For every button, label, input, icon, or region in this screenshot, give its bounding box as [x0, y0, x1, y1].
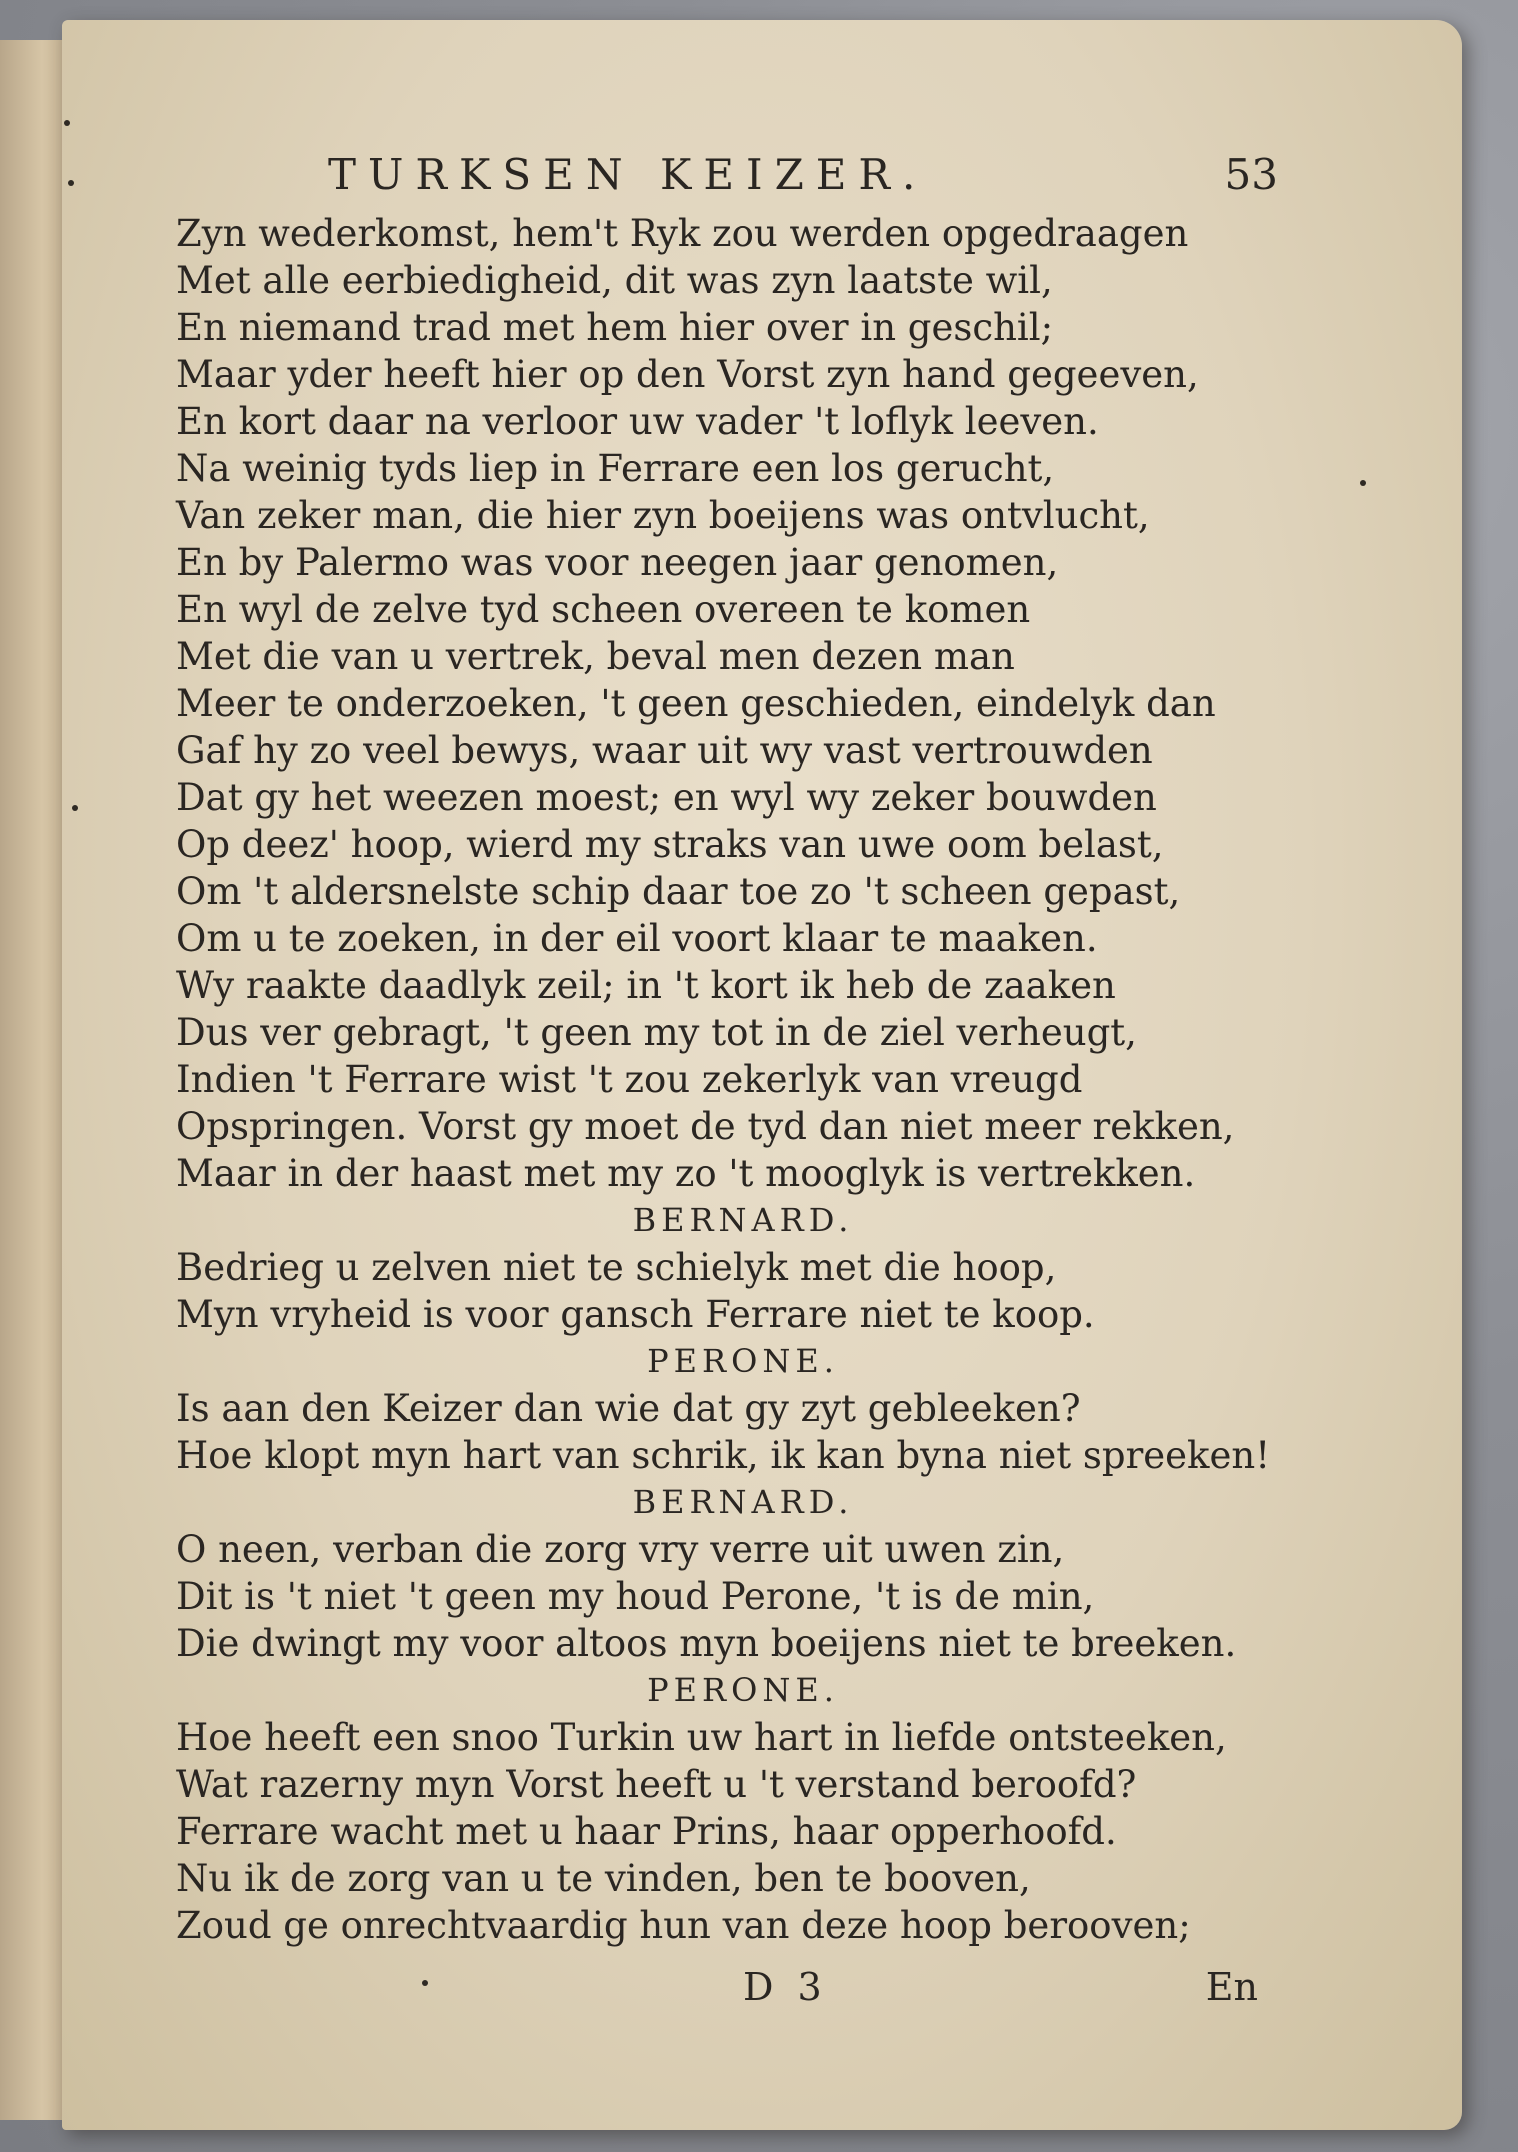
speaker-name: PERONE.	[647, 1342, 839, 1380]
verse-line: Die dwingt my voor altoos myn boeijens niet te breeken.	[176, 1622, 1237, 1665]
verse-line: Dit is 't niet 't geen my houd Perone, 't is de min,	[176, 1575, 1095, 1618]
verse-line: En by Palermo was voor neegen jaar genomen,	[176, 541, 1059, 584]
verse-line: Met die van u vertrek, beval men dezen man	[176, 635, 1015, 678]
running-title: TURKSEN KEIZER.	[328, 150, 928, 199]
speaker-name: PERONE.	[647, 1671, 839, 1709]
verse-line: Opspringen. Vorst gy moet de tyd dan niet meer rekken,	[176, 1105, 1235, 1148]
verse-line: Op deez' hoop, wierd my straks van uwe oom belast,	[176, 823, 1164, 866]
verse-line: Bedrieg u zelven niet te schielyk met die hoop,	[176, 1246, 1057, 1289]
verse-line: En kort daar na verloor uw vader 't loflyk leeven.	[176, 400, 1099, 443]
verse-line: Dat gy het weezen moest; en wyl wy zeker bouwden	[176, 776, 1157, 819]
verse-line: Meer te onderzoeken, 't geen geschieden, eindelyk dan	[176, 682, 1216, 725]
verse-line: Maar yder heeft hier op den Vorst zyn hand gegeeven,	[176, 353, 1199, 396]
verse-line: Na weinig tyds liep in Ferrare een los gerucht,	[176, 447, 1055, 490]
page-header	[168, 140, 1278, 210]
verse-line: En wyl de zelve tyd scheen overeen te komen	[176, 588, 1031, 631]
ink-speck	[64, 120, 70, 126]
verse-line: Indien 't Ferrare wist 't zou zekerlyk van vreugd	[176, 1058, 1083, 1101]
page-number: 53	[1224, 150, 1278, 199]
verse-line: Maar in der haast met my zo 't mooglyk is vertrekken.	[176, 1152, 1196, 1195]
verse-line: Wy raakte daadlyk zeil; in 't kort ik heb de zaaken	[176, 964, 1116, 1007]
page-footer	[168, 1957, 1258, 2017]
verse-line: Wat razerny myn Vorst heeft u 't verstand beroofd?	[176, 1763, 1137, 1806]
verse-line: Hoe heeft een snoo Turkin uw hart in liefde ontsteeken,	[176, 1716, 1227, 1759]
verse-lines	[168, 210, 1271, 1949]
verse-line: Zyn wederkomst, hem't Ryk zou werden opgedraagen	[176, 212, 1189, 255]
verse-line: Nu ik de zorg van u te vinden, ben te booven,	[176, 1857, 1031, 1900]
catchword: En	[1205, 1965, 1258, 2009]
verse-line: Om u te zoeken, in der eil voort klaar te maaken.	[176, 917, 1098, 960]
verse-line: Met alle eerbiedigheid, dit was zyn laatste wil,	[176, 259, 1053, 302]
ink-speck	[1360, 480, 1366, 486]
ink-speck	[68, 180, 74, 186]
speaker-name: BERNARD.	[632, 1483, 854, 1521]
verse-line: Om 't aldersnelste schip daar toe zo 't scheen gepast,	[176, 870, 1181, 913]
ink-speck	[72, 805, 78, 811]
verse-line: O neen, verban die zorg vry verre uit uwen zin,	[176, 1528, 1065, 1571]
verse-line: Dus ver gebragt, 't geen my tot in de ziel verheugt,	[176, 1011, 1137, 1054]
verse-line: Van zeker man, die hier zyn boeijens was ontvlucht,	[176, 494, 1150, 537]
verse-line: Hoe klopt myn hart van schrik, ik kan byna niet spreeken!	[176, 1434, 1271, 1477]
signature-mark: D 3	[743, 1965, 828, 2009]
verse-line: En niemand trad met hem hier over in geschil;	[176, 306, 1054, 349]
verse-line: Is aan den Keizer dan wie dat gy zyt gebleeken?	[176, 1387, 1081, 1430]
speaker-name: BERNARD.	[632, 1201, 854, 1239]
verse-line: Ferrare wacht met u haar Prins, haar opperhoofd.	[176, 1810, 1117, 1853]
verse-line: Myn vryheid is voor gansch Ferrare niet te koop.	[176, 1293, 1095, 1336]
verse-line: Zoud ge onrechtvaardig hun van deze hoop berooven;	[176, 1904, 1191, 1947]
page-text	[168, 140, 1278, 2017]
verse-line: Gaf hy zo veel bewys, waar uit wy vast vertrouwden	[176, 729, 1153, 772]
